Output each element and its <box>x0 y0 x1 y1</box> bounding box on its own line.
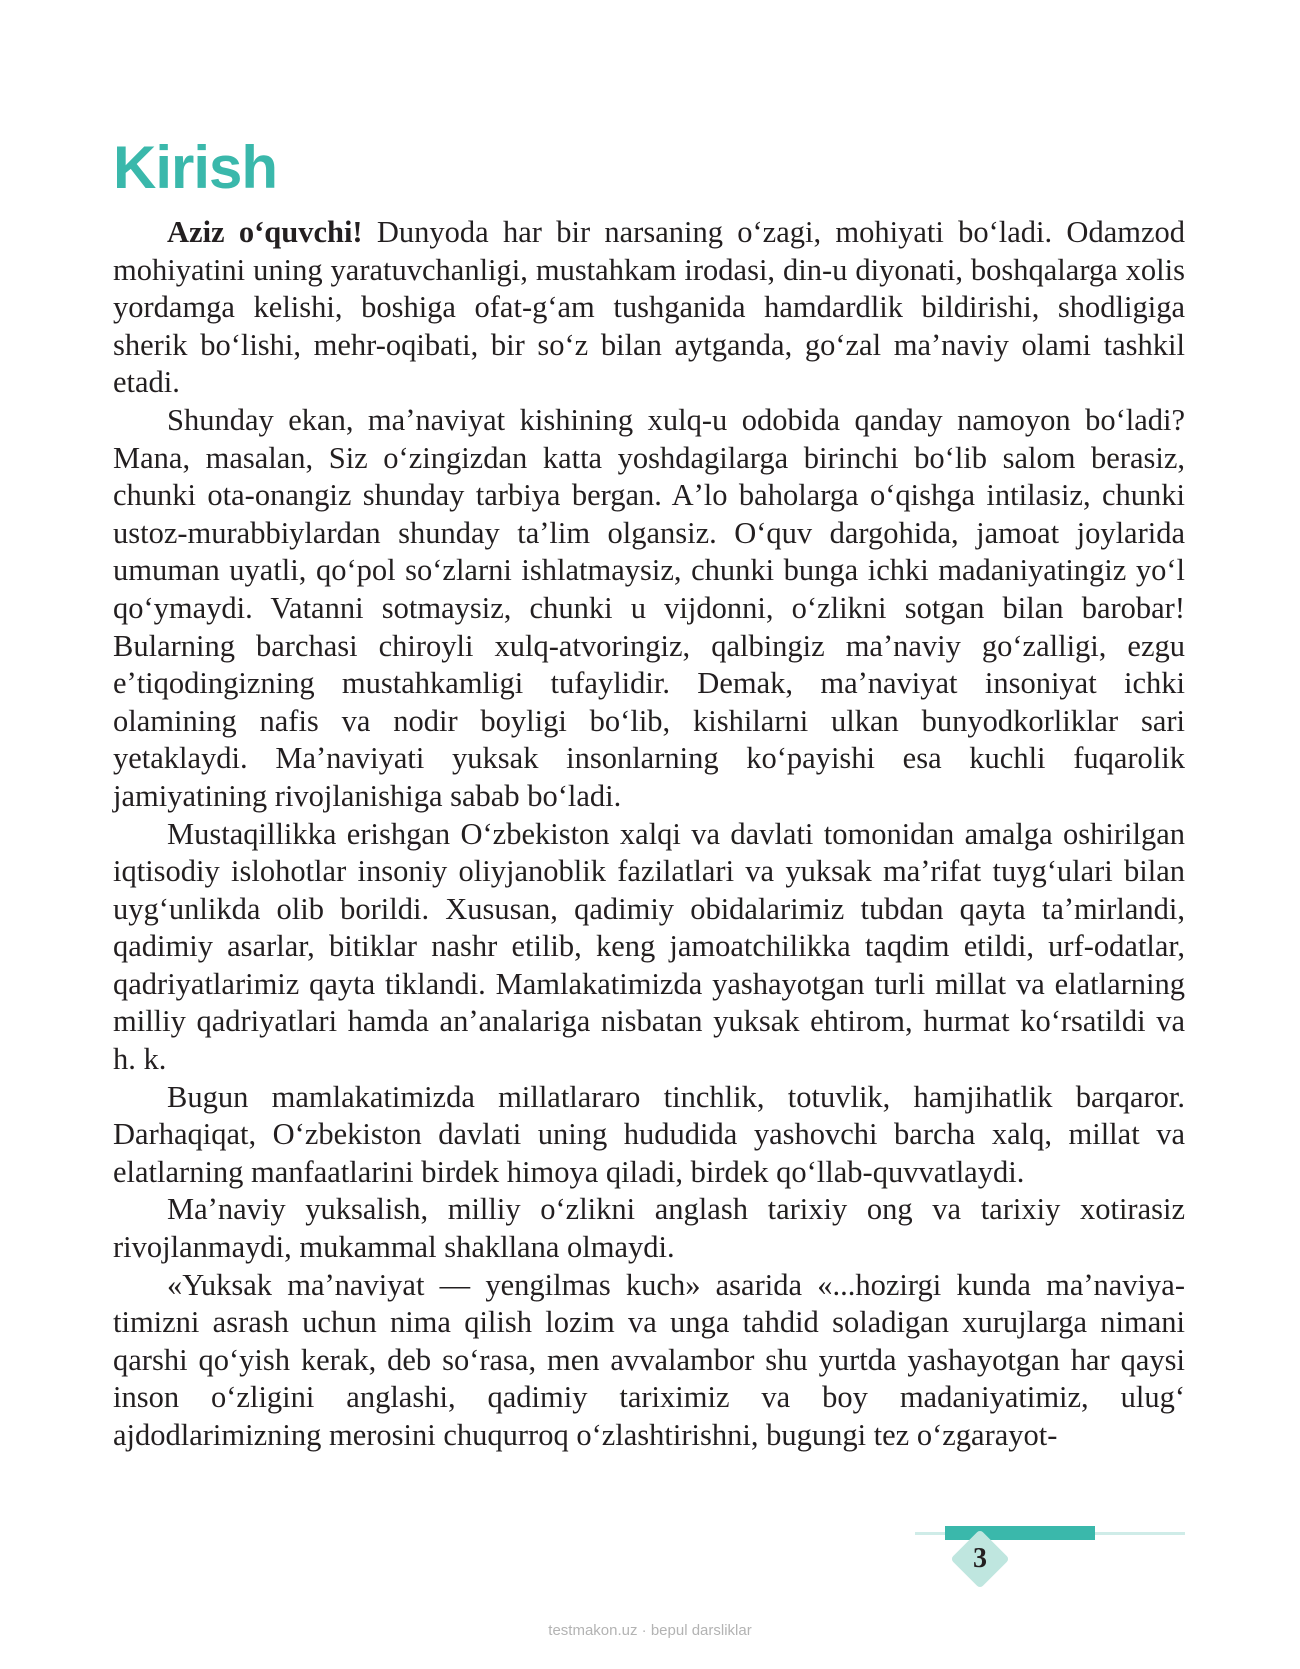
paragraph-1 <box>113 214 1185 402</box>
page-title: Kirish <box>113 134 278 201</box>
paragraph-4: Bugun mamlakatimizda millatlararo tinchlik, totuvlik, hamjihatlik barqaror. Darhaqiqat, Oʻzbekiston davlati uning hududida yashovchi barcha xalq, millat va elatlarning manfaatlarini birdek himoya qiladi, birdek qoʻllab-quvvatlaydi. <box>113 1079 1185 1189</box>
paragraph-1-text: Dunyoda har bir narsaning oʻzagi, mohiyati boʻladi. Odamzod mohiyatini uning yaratuvchanligi, mustahkam irodasi, din-u diyonati, boshqalarga xolis yordamga kelishi, boshiga ofat-gʻam tushganida hamdardlik bildirishi, shodligiga sherik boʻlishi, mehr-oqibati, bir soʻz bilan aytganda, goʻzal maʼnaviy olami tashkil etadi. <box>113 215 1185 400</box>
greeting-lead: Aziz oʻquvchi! <box>167 215 363 249</box>
page-number-badge <box>950 1529 1010 1589</box>
paragraph-3: Mustaqillikka erishgan Oʻzbekiston xalqi va davlati tomonidan amalga oshirilgan iqtisodiy islohotlar insoniy oliyjanoblik fazilatlari va yuksak maʼrifat tuygʻulari bilan uygʻunlikda olib borildi. Xususan, qadimiy obidalarimiz tubdan qayta taʼmirlandi, qadimiy asarlar, bitiklar nashr etilib, keng jamoatchilikka taqdim etildi, urf-odatlar, qadriyatlarimiz qayta tiklandi. Mamlakatimizda yashayotgan turli millat va elatlarning milliy qadriyatlari hamda anʼanalariga nisbatan yuksak ehtirom, hurmat koʻrsatildi va h. k. <box>113 816 1185 1077</box>
paragraph-2: Shunday ekan, maʼnaviyat kishining xulq-u odobida qanday namoyon boʻladi? Mana, masalan, Siz oʻzingizdan katta yoshdagilarga birinchi boʻlib salom berasiz, chunki ota-onangiz shunday tarbiya bergan. Aʼlo baholarga oʻqishga intilasiz, chunki ustoz-murabbiylardan shunday taʼlim olgansiz. Oʻquv dargohida, jamoat joylarida umuman uyatli, qoʻpol soʻzlarni ishlatmaysiz, chunki bunga ichki madaniyatingiz yoʻl qoʻymaydi. Vatanni sotmaysiz, chunki u vijdonni, oʻzlikni sotgan bilan barobar! Bularning barchasi chiroyli xulq-atvoringiz, qalbingiz maʼnaviy goʻzalligi, ezgu eʼtiqodingizning mustahkamligi tufaylidir. Demak, maʼnaviyat insoniyat ichki olamining nafis va nodir boyligi boʻlib, kishilarni ulkan bunyodkorliklar sari yetaklaydi. Maʼnaviyati yuksak insonlarning koʻpayishi esa kuchli fuqarolik jamiyatining rivojlanishiga sabab boʻladi. <box>113 402 1185 813</box>
paragraph-6: «Yuksak maʼnaviyat — yengilmas kuch» asarida «...hozirgi kunda maʼnaviyatimizni asrash uchun nima qilish lozim va unga tahdid soladigan xurujlarga nimani qarshi qoʻyish kerak, deb soʻrasa, men avvalambor shu yurtda yashayotgan har qaysi inson oʻzligini anglashi, qadimiy tariximiz va boy madaniyatimiz, ulugʻ ajdodlarimizning merosini chuqurroq oʻzlashtirishni, bugungi tez oʻzgarayot- <box>113 1267 1185 1452</box>
page-number: 3 <box>973 1543 987 1574</box>
paragraph-5: Maʼnaviy yuksalish, milliy oʻzlikni anglash tarixiy ong va tarixiy xotirasiz rivojlanmaydi, mukammal shakllana olmaydi. <box>113 1192 1185 1265</box>
body-text <box>113 214 1185 1455</box>
source-watermark: testmakon.uz · bepul darsliklar <box>548 1622 752 1639</box>
